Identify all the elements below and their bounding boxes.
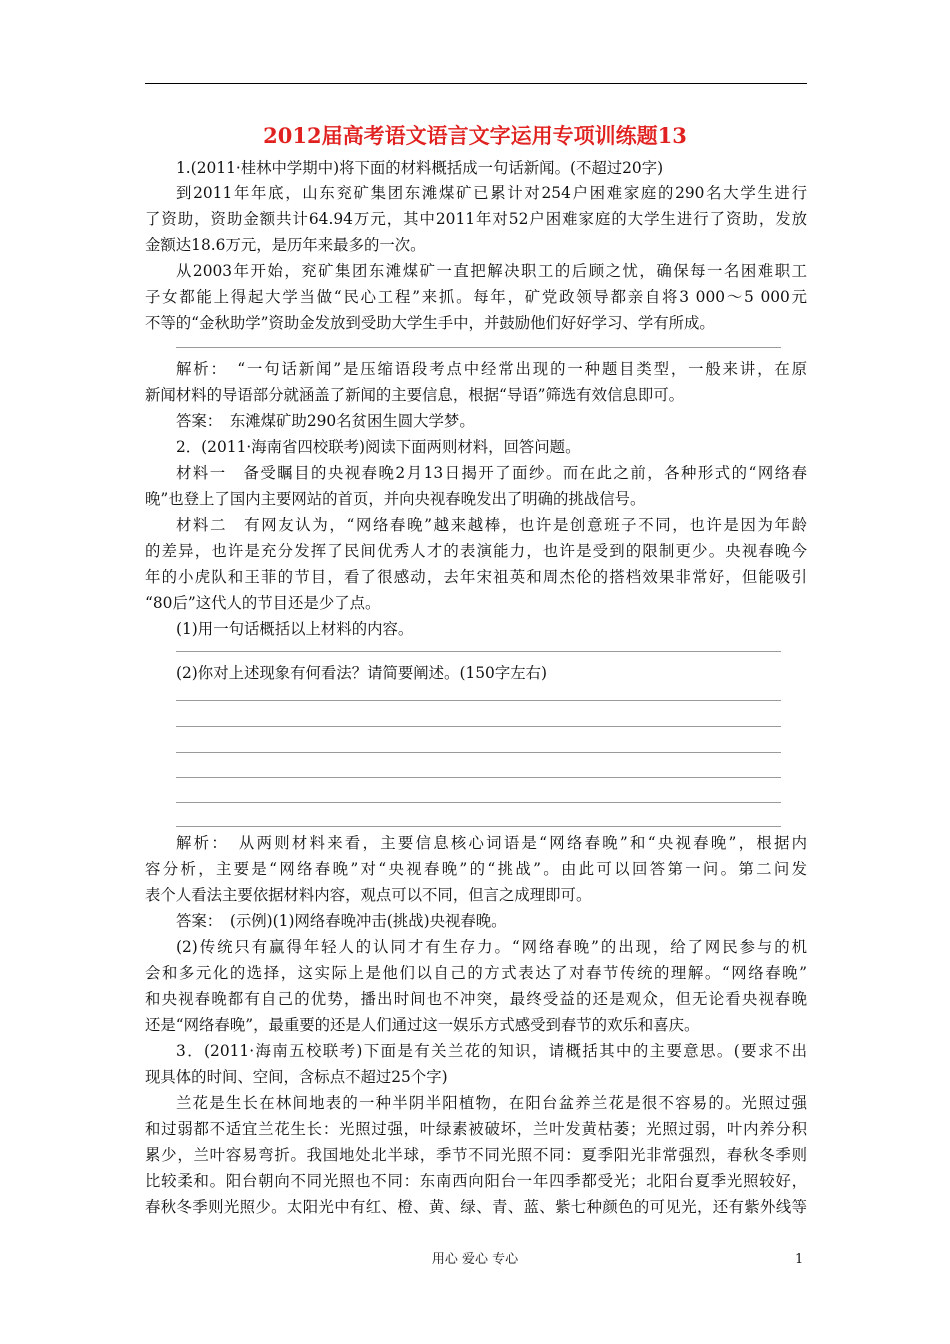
answer-blank-line — [176, 726, 781, 727]
q2-material2-line: 年的小虎队和王菲的节目，看了很感动，去年宋祖英和周杰伦的搭档效果非常好，但能吸引 — [145, 568, 807, 586]
q3-passage-line: 比较柔和。阳台朝向不同光照也不同：东南西向阳台一年四季都受光；北阳台夏季光照较好， — [145, 1172, 807, 1190]
q2-answer-2-line: (2)传统只有赢得年轻人的认同才有生存力。“网络春晚”的出现，给了网民参与的机 — [176, 938, 807, 956]
q1-analysis-line: 解析： “一句话新闻”是压缩语段考点中经常出现的一种题目类型，一般来讲，在原 — [176, 360, 807, 378]
answer-blank-line — [176, 347, 781, 348]
q3-passage-line: 和过弱都不适宜兰花生长：光照过强，叶绿素被破坏，兰叶发黄枯萎；光照过弱，叶内养分积 — [145, 1120, 807, 1138]
q1-para1-line: 了资助，资助金额共计64.94万元，其中2011年对52户困难家庭的大学生进行了资助，发放 — [145, 210, 807, 228]
answer-blank-line — [176, 777, 781, 778]
q2-material2-line: 的差异，也许是充分发挥了民间优秀人才的表演能力，也许是受到的限制更少。央视春晚今 — [145, 542, 807, 560]
q2-answer-2-line: 和央视春晚都有自己的优势，播出时间也不冲突，最终受益的还是观众，但无论看央视春晚 — [145, 990, 807, 1008]
q2-answer-1: 答案： (示例)(1)网络春晚冲击(挑战)央视春晚。 — [176, 912, 507, 930]
q3-stem-line: 现具体的时间、空间，含标点不超过25个字) — [145, 1068, 448, 1086]
q3-passage-line: 兰花是生长在林间地表的一种半阴半阳植物，在阳台盆养兰花是很不容易的。光照过强 — [176, 1094, 807, 1112]
q2-material2-line: “80后”这代人的节目还是少了点。 — [145, 594, 381, 612]
page-footer: 用心 爱心 专心 — [431, 1252, 519, 1267]
q3-stem-line: 3．(2011·海南五校联考)下面是有关兰花的知识，请概括其中的主要意思。(要求不出 — [176, 1042, 807, 1060]
q2-analysis-line: 解析： 从两则材料来看，主要信息核心词语是“网络春晚”和“央视春晚”，根据内 — [176, 834, 807, 852]
q2-answer-2-line: 会和多元化的选择，这实际上是他们以自己的方式表达了对春节传统的理解。“网络春晚” — [145, 964, 807, 982]
document-title: 2012届高考语文语言文字运用专项训练题13 — [263, 123, 687, 148]
q1-answer: 答案： 东滩煤矿助290名贫困生圆大学梦。 — [176, 412, 475, 430]
q1-stem: 1.(2011·桂林中学期中)将下面的材料概括成一句话新闻。(不超过20字) — [176, 159, 664, 177]
answer-blank-line — [176, 700, 781, 701]
q1-para2-line: 不等的“金秋助学”资助金发放到受助大学生手中，并鼓励他们好好学习、学有所成。 — [145, 314, 715, 332]
answer-blank-line — [176, 752, 781, 753]
page-number: 1 — [795, 1252, 804, 1267]
answer-blank-line — [176, 802, 781, 803]
q2-analysis-line: 容分析，主要是“网络春晚”对“央视春晚”的“挑战”。由此可以回答第一问。第二问发 — [145, 860, 807, 878]
q1-para1-line: 金额达18.6万元，是历年来最多的一次。 — [145, 236, 426, 254]
answer-blank-line — [176, 826, 781, 827]
q1-para2-line: 子女都能上得起大学当做“民心工程”来抓。每年，矿党政领导都亲自将3 000～5 000元 — [145, 288, 807, 306]
q3-passage-line: 累少，兰叶容易弯折。我国地处北半球，季节不同光照不同：夏季阳光非常强烈，春秋冬季则 — [145, 1146, 807, 1164]
q1-para2-line: 从2003年开始，兖矿集团东滩煤矿一直把解决职工的后顾之忧，确保每一名困难职工 — [176, 262, 807, 280]
q1-para1-line: 到2011年年底，山东兖矿集团东滩煤矿已累计对254户困难家庭的290名大学生进行 — [176, 184, 807, 202]
q1-analysis-line: 新闻材料的导语部分就涵盖了新闻的主要信息，根据“导语”筛选有效信息即可。 — [145, 386, 685, 404]
q2-subquestion-1: (1)用一句话概括以上材料的内容。 — [176, 620, 414, 638]
q2-analysis-line: 表个人看法主要依据材料内容，观点可以不同，但言之成理即可。 — [145, 886, 592, 904]
header-rule — [145, 83, 807, 84]
q2-stem: 2．(2011·海南省四校联考)阅读下面两则材料，回答问题。 — [176, 438, 581, 456]
q2-answer-2-line: 还是“网络春晚”，最重要的还是人们通过这一娱乐方式感受到春节的欢乐和喜庆。 — [145, 1016, 700, 1034]
answer-blank-line — [176, 651, 781, 652]
q3-passage-line: 春秋冬季则光照少。太阳光中有红、橙、黄、绿、青、蓝、紫七种颜色的可见光，还有紫外线等 — [145, 1198, 807, 1216]
q2-material1-line: 材料一 备受瞩目的央视春晚2月13日揭开了面纱。而在此之前，各种形式的“网络春 — [176, 464, 807, 482]
q2-material2-line: 材料二 有网友认为，“网络春晚”越来越棒，也许是创意班子不同，也许是因为年龄 — [176, 516, 807, 534]
q2-subquestion-2: (2)你对上述现象有何看法？请简要阐述。(150字左右) — [176, 664, 547, 682]
q2-material1-line: 晚”也登上了国内主要网站的首页，并向央视春晚发出了明确的挑战信号。 — [145, 490, 646, 508]
